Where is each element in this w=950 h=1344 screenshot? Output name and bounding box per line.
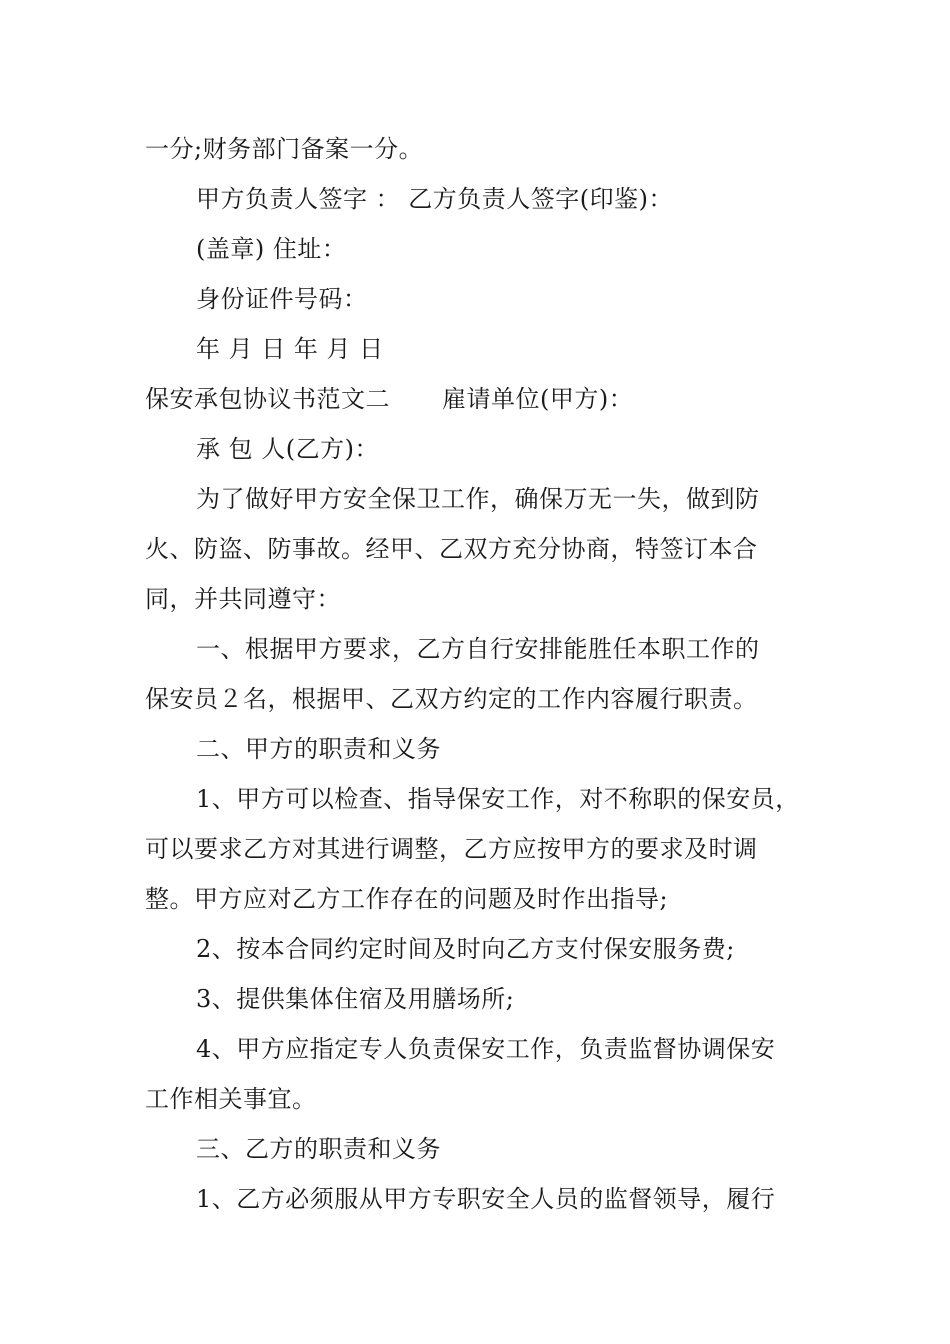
paragraph-line: 一、根据甲方要求，乙方自行安排能胜任本职工作的 <box>196 635 760 663</box>
paragraph-line: 4、甲方应指定专人负责保安工作，负责监督协调保安 <box>196 1035 776 1063</box>
paragraph-line: 同，并共同遵守： <box>145 585 341 613</box>
paragraph-line: 保安员２名，根据甲、乙双方约定的工作内容履行职责。 <box>145 685 758 713</box>
employer-label: 雇请单位(甲方)： <box>442 385 634 413</box>
paragraph-line: 工作相关事宜。 <box>145 1085 317 1113</box>
seal-address-line: (盖章) 住址： <box>196 235 347 263</box>
contractor-label: 承 包 人(乙方)： <box>196 435 379 463</box>
section-heading-line <box>145 384 633 414</box>
paragraph-line: 整。甲方应对乙方工作存在的问题及时作出指导; <box>145 885 669 913</box>
section-title: 保安承包协议书范文二 <box>145 385 390 413</box>
paragraph-line: 1、甲方可以检查、指导保安工作，对不称职的保安员， <box>196 785 800 813</box>
id-number-line: 身份证件号码： <box>196 285 368 313</box>
paragraph-line: 为了做好甲方安全保卫工作，确保万无一失，做到防 <box>196 485 760 513</box>
date-line: 年 月 日 年 月 日 <box>196 335 384 363</box>
clause-heading: 三、乙方的职责和义务 <box>196 1135 441 1163</box>
paragraph-line: 火、防盗、防事故。经甲、乙双方充分协商，特签订本合 <box>145 535 758 563</box>
signature-line: 甲方负责人签字 ： 乙方负责人签字(印鉴)： <box>196 185 673 213</box>
clause-heading: 二、甲方的职责和义务 <box>196 735 441 763</box>
paragraph-line: 可以要求乙方对其进行调整，乙方应按甲方的要求及时调 <box>145 835 758 863</box>
text-line-1: 一分;财务部门备案一分。 <box>145 135 424 163</box>
paragraph-line: 3、提供集体住宿及用膳场所; <box>196 985 515 1013</box>
paragraph-line: 1、乙方必须服从甲方专职安全人员的监督领导，履行 <box>196 1185 776 1213</box>
paragraph-line: 2、按本合同约定时间及时向乙方支付保安服务费; <box>196 935 735 963</box>
